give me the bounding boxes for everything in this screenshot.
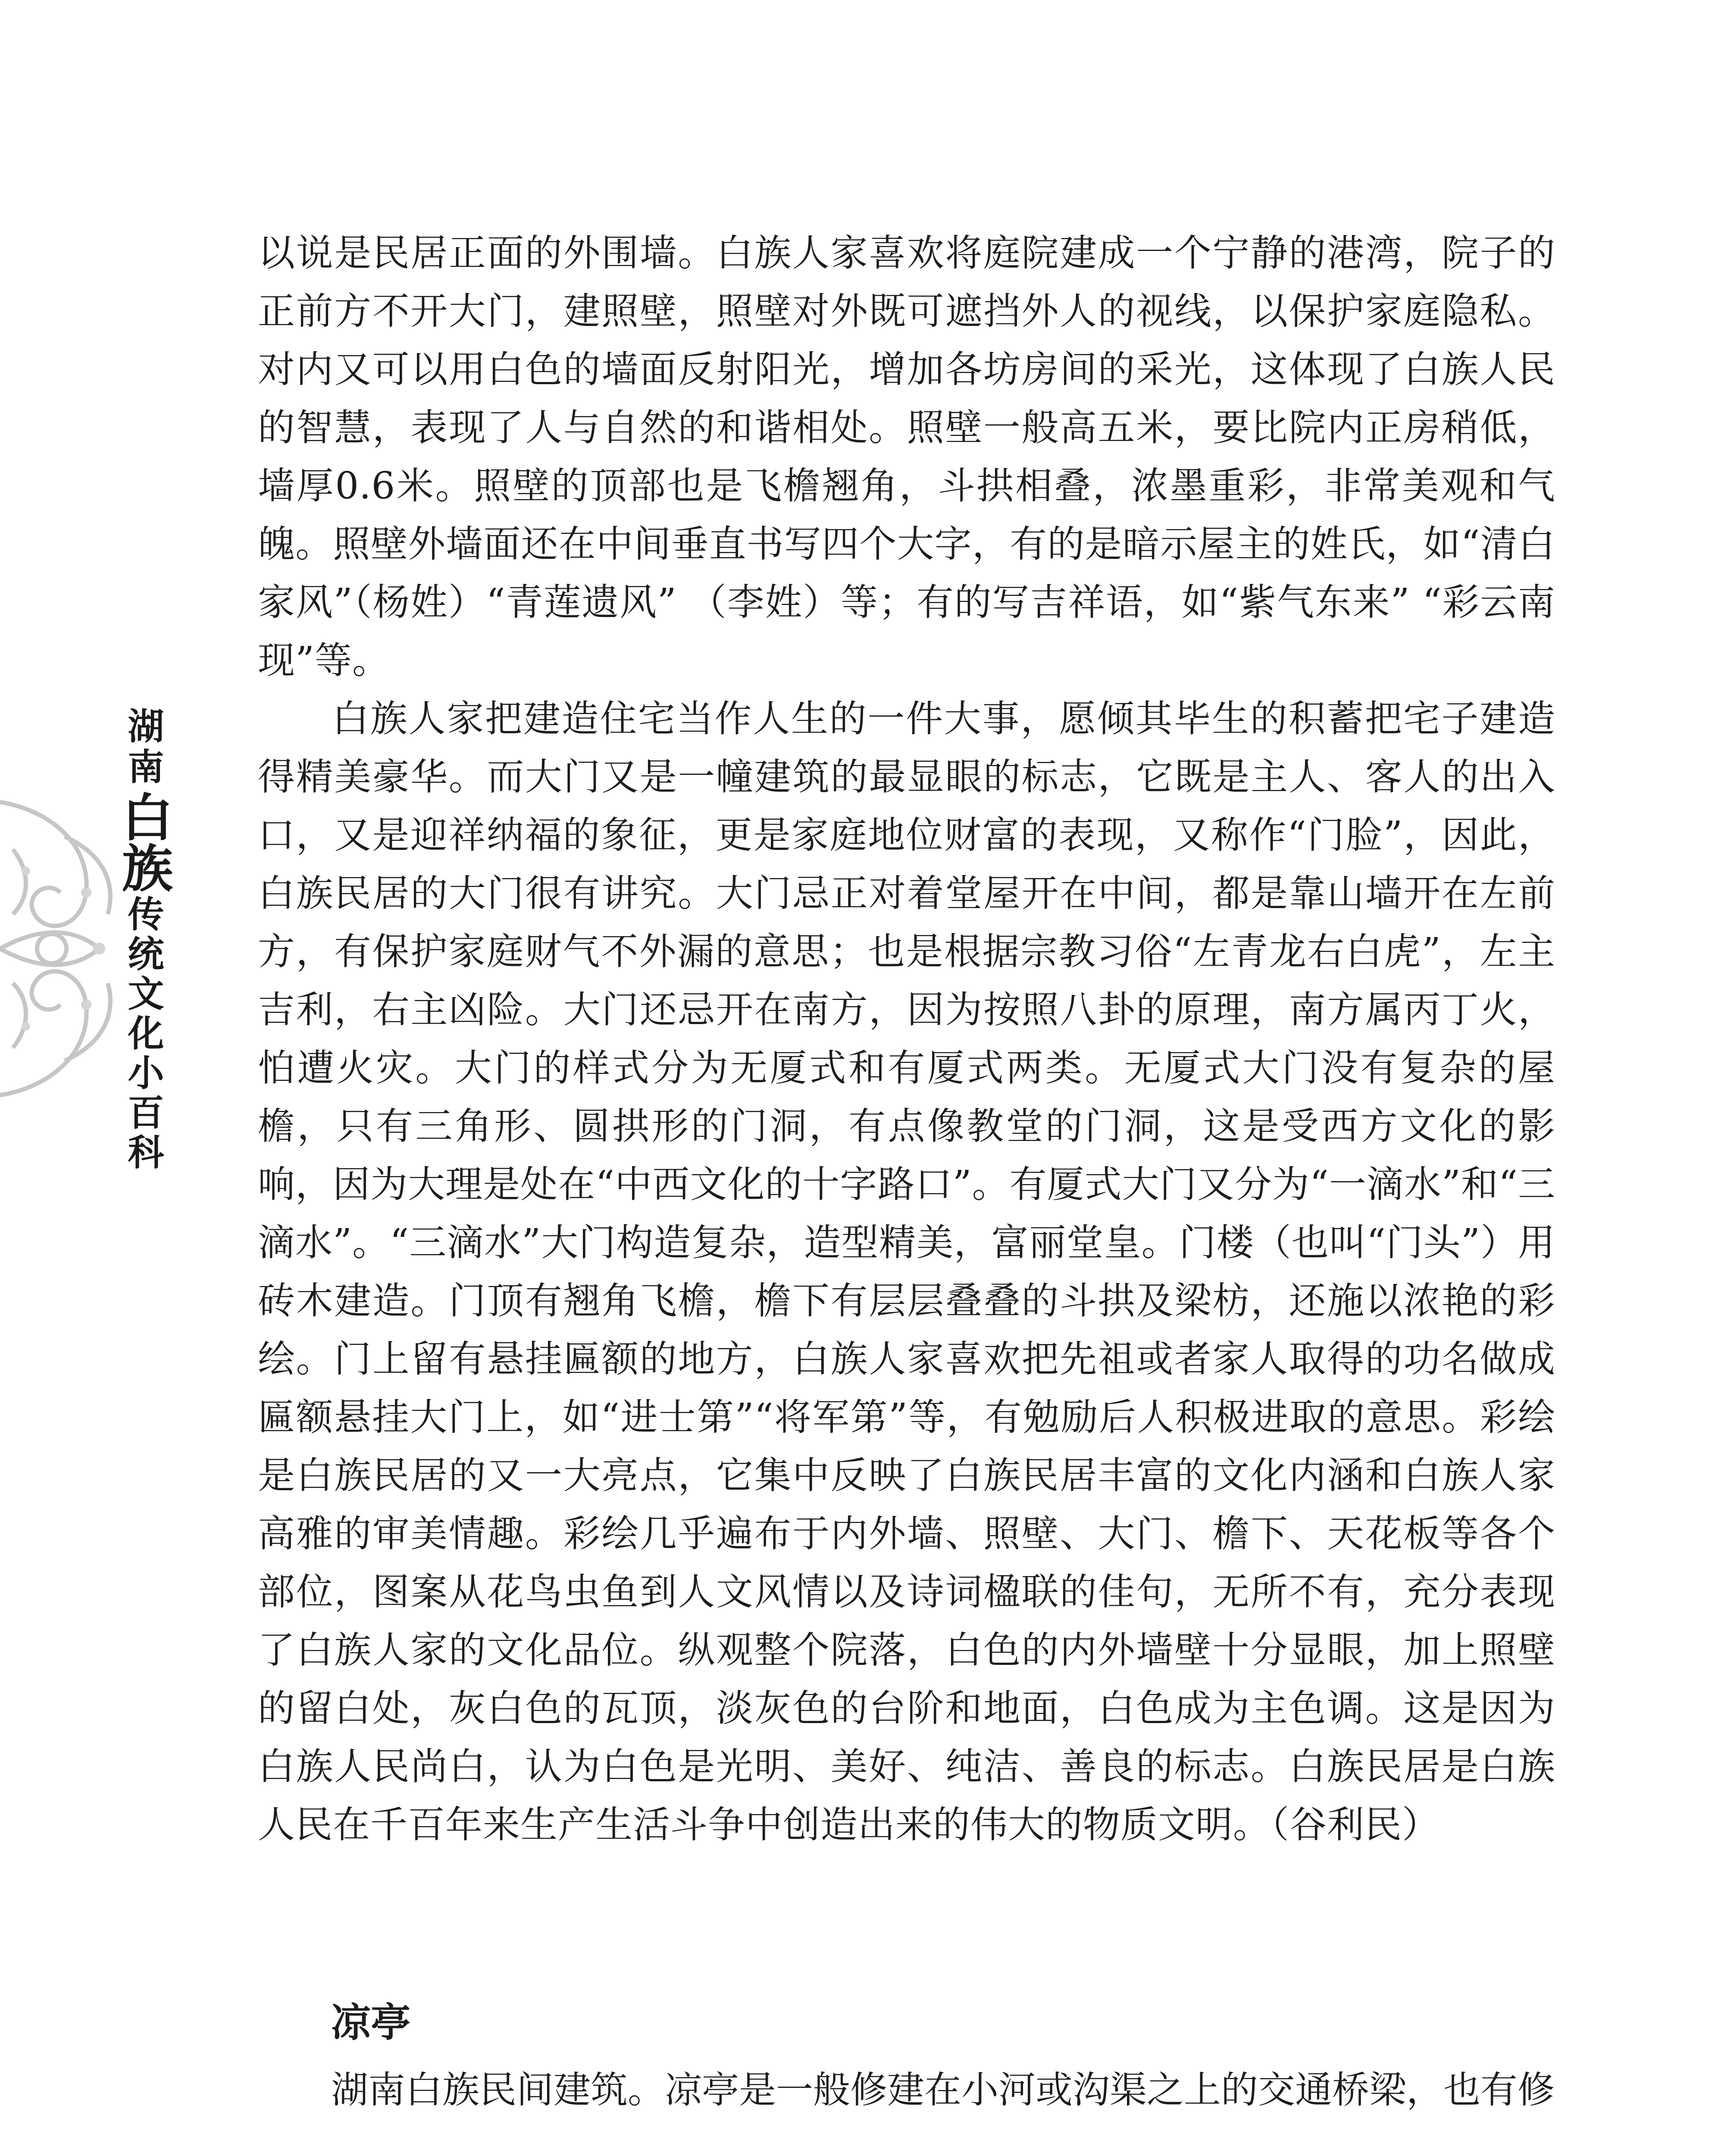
paragraph-2: 白族人家把建造住宅当作人生的一件大事，愿倾其毕生的积蓄把宅子建造得精美豪华。而大门又是一幢建筑的最显眼的标志，它既是主人、客人的出入口，又是迎祥纳福的象征，更是家庭地位财富的表现，又称作“门脸”，因此，白族民居的大门很有讲究。大门忌正对着堂屋开在中间，都是靠山墙开在左前方，有保护家庭财气不外漏的意思；也是根据宗教习俗“左青龙右白虎”，左主吉利，右主凶险。大门还忌开在南方，因为按照八卦的原理，南方属丙丁火，怕遭火灾。大门的样式分为无厦式和有厦式两类。无厦式大门没有复杂的屋檐，只有三角形、圆拱形的门洞，有点像教堂的门洞，这是受西方文化的影响，因为大理是处在“中西文化的十字路口”。有厦式大门又分为“一滴水”和“三滴水”。“三滴水”大门构造复杂，造型精美，富丽堂皇。门楼（也叫“门头”）用砖木建造。门顶有翘角飞檐，檐下有层层叠叠的斗拱及梁枋，还施以浓艳的彩绘。门上留有悬挂匾额的地方，白族人家喜欢把先祖或者家人取得的功名做成匾额悬挂大门上，如“进士第”“将军第”等，有勉励后人积极进取的意思。彩绘是白族民居的又一大亮点，它集中反映了白族民居丰富的文化内涵和白族人家高雅的审美情趣。彩绘几乎遍布于内外墙、照壁、大门、檐下、天花板等各个部位，图案从花鸟虫鱼到人文风情以及诗词楹联的佳句，无所不有，充分表现了白族人家的文化品位。纵观整个院落，白色的内外墙壁十分显眼，加上照壁的留白处，灰白色的瓦顶，淡灰色的台阶和地面，白色成为主色调。这是因为白族人民尚白，认为白色是光明、美好、纯洁、善良的标志。白族民居是白族人民在千百年来生产生活斗争中创造出来的伟大的物质文明。（谷利民） xyxy=(258,697,1555,1846)
series-title-hunan: 湖南 xyxy=(122,707,165,788)
series-title-baizu: 白族 xyxy=(113,791,173,893)
series-title-vertical xyxy=(113,707,173,1173)
series-title-rest: 传统文化小百科 xyxy=(122,895,165,1173)
section-heading: 凉亭 xyxy=(331,1999,411,2046)
paragraph-1: 以说是民居正面的外围墙。白族人家喜欢将庭院建成一个宁静的港湾，院子的正前方不开大门，建照壁，照壁对外既可遮挡外人的视线，以保护家庭隐私。对内又可以用白色的墙面反射阳光，增加各坊房间的采光，这体现了白族人民的智慧，表现了人与自然的和谐相处。照壁一般高五米，要比院内正房稍低，墙厚0.6米。照壁的顶部也是飞檐翘角，斗拱相叠，浓墨重彩，非常美观和气魄。照壁外墙面还在中间垂直书写四个大字，有的是暗示屋主的姓氏，如“清白家风”（杨姓）“青莲遗风” （李姓）等；有的写吉祥语，如“紫气东来” “彩云南现”等。 xyxy=(258,232,1555,682)
main-text xyxy=(258,224,1555,1854)
decorative-ornament xyxy=(0,785,129,1112)
section-first-line: 湖南白族民间建筑。凉亭是一般修建在小河或沟渠之上的交通桥梁，也有修 xyxy=(331,2068,1555,2112)
